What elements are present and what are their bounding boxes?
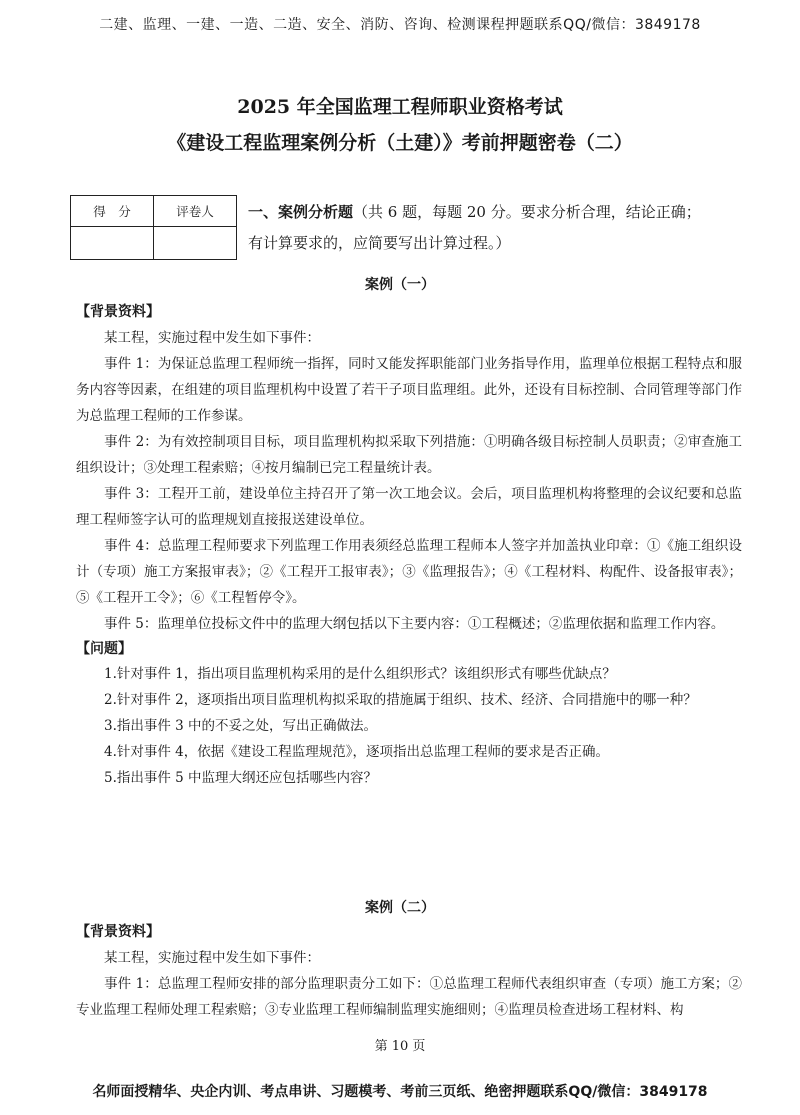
- case1-event5: 事件 5：监理单位投标文件中的监理大纲包括以下主要内容：①工程概述；②监理依据和监理工作内容。: [104, 616, 725, 632]
- case1-background-label: 【背景资料】: [76, 304, 160, 320]
- grader-cell: [154, 227, 237, 260]
- case1-event4: 事件 4：总监理工程师要求下列监理工作用表须经总监理工程师本人签字并加盖执业印章：①《施工组织设计（专项）施工方案报审表》；②《工程开工报审表》；③《监理报告》；④《工程材料、构配件、设备报审表》；⑤《工程开工令》；⑥《工程暂停令》。: [76, 538, 742, 606]
- case1-event2: 事件 2：为有效控制项目目标，项目监理机构拟采取下列措施：①明确各级目标控制人员职责；②审查施工组织设计；③处理工程索赔；④按月编制已完工程量统计表。: [76, 434, 742, 476]
- case1-event3: 事件 3：工程开工前，建设单位主持召开了第一次工地会议。会后，项目监理机构将整理的会议纪要和总监理工程师签字认可的监理规划直接报送建设单位。: [76, 486, 742, 528]
- score-cell: [71, 227, 154, 260]
- question-5: 5.指出事件 5 中监理大纲还应包括哪些内容？: [104, 770, 378, 786]
- question-3: 3.指出事件 3 中的不妥之处，写出正确做法。: [104, 718, 378, 734]
- exam-title: 2025 年全国监理工程师职业资格考试: [237, 96, 563, 118]
- case2-background-label: 【背景资料】: [76, 924, 160, 940]
- case1-event1: 事件 1：为保证总监理工程师统一指挥，同时又能发挥职能部门业务指导作用，监理单位根据工程特点和服务内容等因素，在组建的项目监理机构中设置了若干子项目监理组。此外，还设有目标控制、合同管理等部门作为总监理工程师的工作参谋。: [76, 356, 742, 424]
- case1-question-label: 【问题】: [76, 641, 132, 657]
- case1-title: 案例（一）: [365, 277, 435, 293]
- footer-banner: 名师面授精华、央企内训、考点串讲、习题模考、考前三页纸、绝密押题联系QQ/微信：3849178: [92, 1084, 708, 1100]
- section-label: 一、案例分析题: [248, 203, 354, 221]
- question-1: 1.针对事件 1，指出项目监理机构采用的是什么组织形式？该组织形式有哪些优缺点？: [104, 666, 616, 682]
- case2-event1: 事件 1：总监理工程师安排的部分监理职责分工如下：①总监理工程师代表组织审查（专项）施工方案；②专业监理工程师处理工程索赔；③专业监理工程师编制监理实施细则；④监理员检查进场工程材料、构: [76, 976, 742, 1018]
- case2-title: 案例（二）: [365, 900, 435, 916]
- score-header: 得 分: [71, 196, 154, 227]
- question-2: 2.针对事件 2，逐项指出项目监理机构拟采取的措施属于组织、技术、经济、合同措施中的哪一种？: [104, 692, 697, 708]
- page-number: 第 10 页: [374, 1039, 426, 1054]
- score-table: [70, 195, 237, 260]
- section-desc-2: 有计算要求的，应简要写出计算过程。）: [248, 234, 511, 252]
- question-4: 4.针对事件 4，依据《建设工程监理规范》，逐项指出总监理工程师的要求是否正确。: [104, 744, 610, 760]
- case2-intro: 某工程，实施过程中发生如下事件：: [104, 950, 320, 966]
- case1-intro: 某工程，实施过程中发生如下事件：: [104, 330, 320, 346]
- section-desc-1: （共 6 题，每题 20 分。要求分析合理，结论正确；: [353, 203, 701, 221]
- section-heading: [248, 197, 748, 259]
- grader-header: 评卷人: [154, 196, 237, 227]
- header-banner: 二建、监理、一建、一造、二造、安全、消防、咨询、检测课程押题联系QQ/微信：3849178: [99, 17, 701, 33]
- paper-title: 《建设工程监理案例分析（土建）》考前押题密卷（二）: [167, 132, 633, 154]
